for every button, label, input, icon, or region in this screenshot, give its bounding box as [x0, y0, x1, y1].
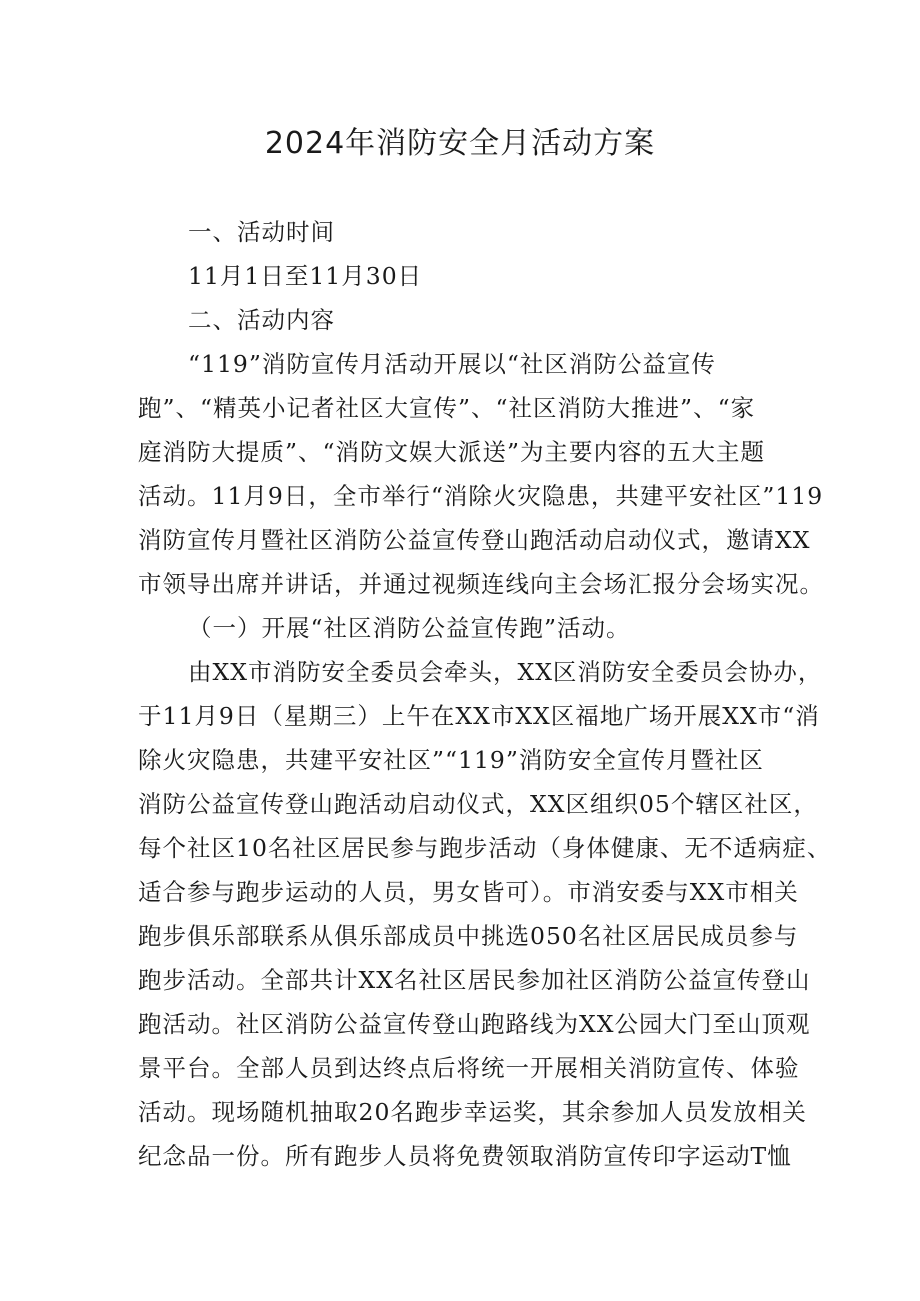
paragraph-line: 景平台。全部人员到达终点后将统一开展相关消防宣传、体验	[138, 1054, 800, 1082]
paragraph-line: 消防宣传月暨社区消防公益宣传登山跑活动启动仪式，邀请XX	[138, 526, 811, 554]
paragraph-line: 活动。现场随机抽取20名跑步幸运奖，其余参加人员发放相关	[138, 1098, 807, 1126]
paragraph-line: 跑步活动。全部共计XX名社区居民参加社区消防公益宣传登山	[138, 966, 811, 994]
paragraph-line: 纪念品一份。所有跑步人员将免费领取消防宣传印字运动T恤	[138, 1142, 792, 1170]
paragraph-line: 跑”、“精英小记者社区大宣传”、“社区消防大推进”、“家	[138, 394, 756, 422]
paragraph-line: 庭消防大提质”、“消防文娱大派送”为主要内容的五大主题	[138, 438, 766, 466]
paragraph-line: 每个社区10名社区居民参与跑步活动（身体健康、无不适病症、	[138, 834, 832, 862]
paragraph-line: 活动。11月9日，全市举行“消除火灾隐患，共建平安社区”119	[138, 482, 824, 510]
paragraph-line: 除火灾隐患，共建平安社区”“119”消防安全宣传月暨社区	[138, 746, 764, 774]
paragraph-line: 于11月9日（星期三）上午在XX市XX区福地广场开展XX市“消	[138, 702, 820, 730]
subsection-heading: （一）开展“社区消防公益宣传跑”活动。	[188, 614, 631, 642]
paragraph-line: 适合参与跑步运动的人员，男女皆可）。市消安委与XX市相关	[138, 878, 799, 906]
paragraph-line: 跑活动。社区消防公益宣传登山跑路线为XX公园大门至山顶观	[138, 1010, 811, 1038]
document-title: 2024年消防安全月活动方案	[264, 126, 656, 161]
section-heading-activity-time: 一、活动时间	[188, 218, 335, 246]
activity-date-range: 11月1日至11月30日	[188, 262, 423, 290]
paragraph-line: 消防公益宣传登山跑活动启动仪式，XX区组织05个辖区社区，	[138, 790, 818, 818]
paragraph-line: 市领导出席并讲话，并通过视频连线向主会场汇报分会场实况。	[138, 570, 824, 598]
section-heading-activity-content: 二、活动内容	[188, 306, 335, 334]
paragraph-line: 跑步俱乐部联系从俱乐部成员中挑选050名社区居民成员参与	[138, 922, 799, 950]
paragraph-line: 由XX市消防安全委员会牵头，XX区消防安全委员会协办，	[188, 658, 823, 686]
paragraph-line: “119”消防宣传月活动开展以“社区消防公益宣传	[188, 350, 716, 378]
